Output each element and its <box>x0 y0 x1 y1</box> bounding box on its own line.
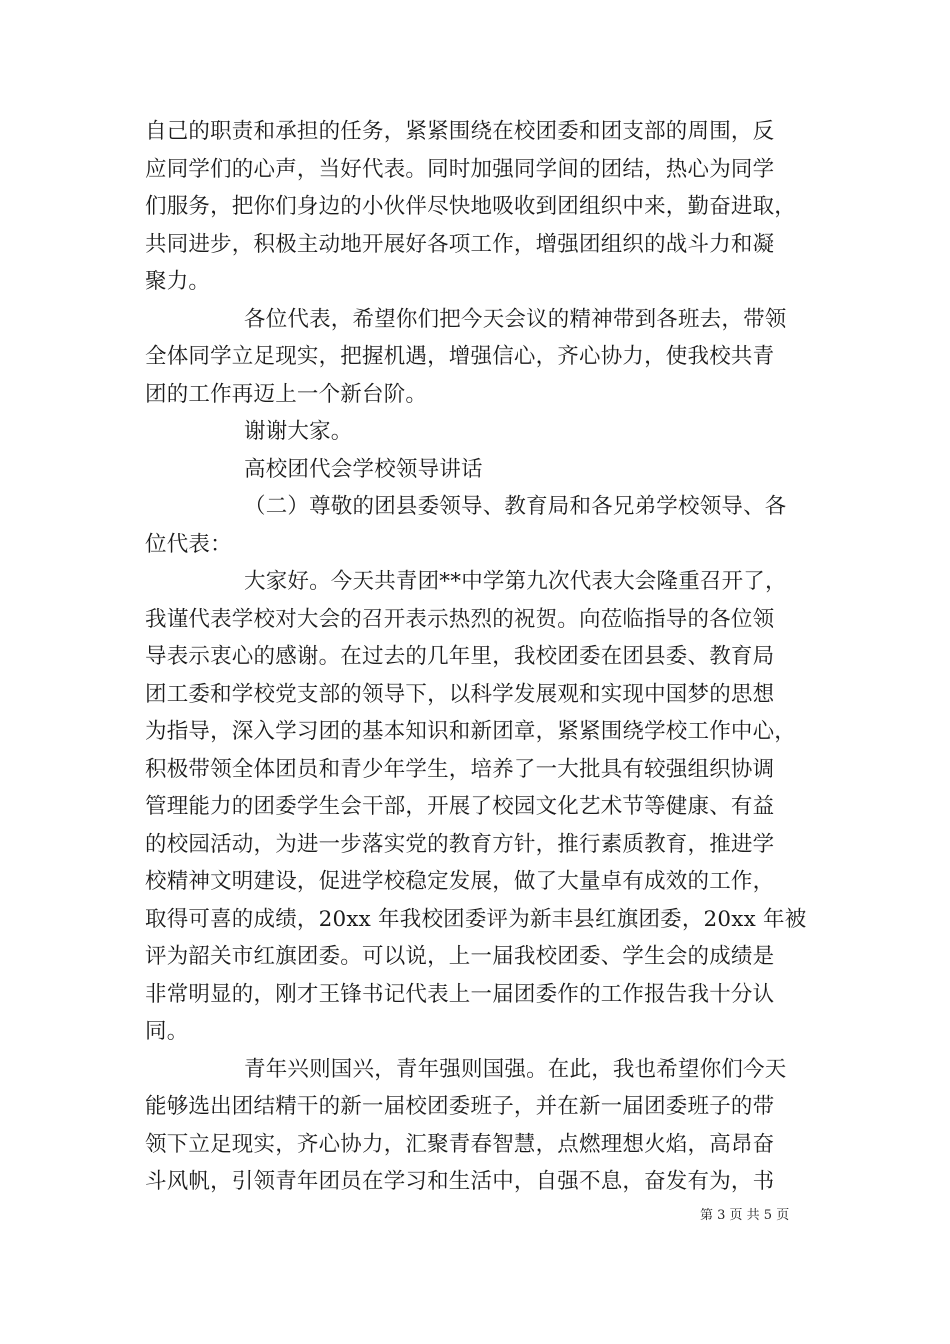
text-line: 们服务，把你们身边的小伙伴尽快地吸收到团组织中来，勤奋进取， <box>145 194 797 219</box>
page-number: 第 3 页 共 5 页 <box>700 1208 790 1223</box>
text-line: 导表示衷心的感谢。在过去的几年里，我校团委在团县委、教育局 <box>145 644 775 669</box>
text-line: 为指导，深入学习团的基本知识和新团章，紧紧围绕学校工作中心， <box>145 719 797 744</box>
text-line: 同。 <box>145 1019 189 1044</box>
text-line: 能够选出团结精干的新一届校团委班子，并在新一届团委班子的带 <box>145 1094 775 1119</box>
text-line: 团的工作再迈上一个新台阶。 <box>145 381 428 407</box>
text-line: 谢谢大家。 <box>244 419 353 444</box>
text-line: 聚力。 <box>145 269 211 294</box>
paragraph-duty <box>145 113 810 301</box>
text-line: 非常明显的，刚才王锋书记代表上一届团委作的工作报告我十分认 <box>145 981 775 1007</box>
document-body <box>145 113 810 1201</box>
text-line: 共同进步，积极主动地开展好各项工作，增强团组织的战斗力和凝 <box>145 231 775 257</box>
text-line: 的校园活动，为进一步落实党的教育方针，推行素质教育，推进学 <box>145 831 775 857</box>
paragraph-youth <box>145 1051 810 1201</box>
text-line: 青年兴则国兴，青年强则国强。在此，我也希望你们今天 <box>244 1056 787 1082</box>
paragraph-greeting <box>145 563 810 1051</box>
text-line: 团工委和学校党支部的领导下，以科学发展观和实现中国梦的思想 <box>145 681 775 707</box>
text-line: 全体同学立足现实，把握机遇，增强信心，齐心协力，使我校共青 <box>145 344 775 369</box>
text-line: 管理能力的团委学生会干部，开展了校园文化艺术节等健康、有益 <box>145 794 775 819</box>
text-line: 高校团代会学校领导讲话 <box>244 456 483 482</box>
paragraph-salutation <box>145 488 810 563</box>
text-line: 斗风帆，引领青年团员在学习和生活中，自强不息，奋发有为，书 <box>145 1169 775 1194</box>
text-line: 取得可喜的成绩，20xx 年我校团委评为新丰县红旗团委，20xx 年被 <box>145 906 807 932</box>
text-line: 评为韶关市红旗团委。可以说，上一届我校团委、学生会的成绩是 <box>145 944 775 969</box>
text-line: 大家好。今天共青团**中学第九次代表大会隆重召开了， <box>244 569 787 594</box>
text-line: 位代表： <box>145 531 232 557</box>
text-line: 领下立足现实，齐心协力，汇聚青春智慧，点燃理想火焰，高昂奋 <box>145 1131 775 1157</box>
section-title <box>145 451 810 489</box>
text-line: （二）尊敬的团县委领导、教育局和各兄弟学校领导、各 <box>244 494 787 519</box>
text-line: 自己的职责和承担的任务，紧紧围绕在校团委和团支部的周围，反 <box>145 119 775 144</box>
text-line: 各位代表，希望你们把今天会议的精神带到各班去，带领 <box>244 306 787 332</box>
paragraph-thanks <box>145 413 810 451</box>
text-line: 我谨代表学校对大会的召开表示热烈的祝贺。向莅临指导的各位领 <box>145 606 775 632</box>
text-line: 积极带领全体团员和青少年学生，培养了一大批具有较强组织协调 <box>145 756 775 782</box>
text-line: 校精神文明建设，促进学校稳定发展，做了大量卓有成效的工作， <box>145 869 775 894</box>
paragraph-representatives <box>145 301 810 414</box>
text-line: 应同学们的心声，当好代表。同时加强同学间的团结，热心为同学 <box>145 156 775 182</box>
